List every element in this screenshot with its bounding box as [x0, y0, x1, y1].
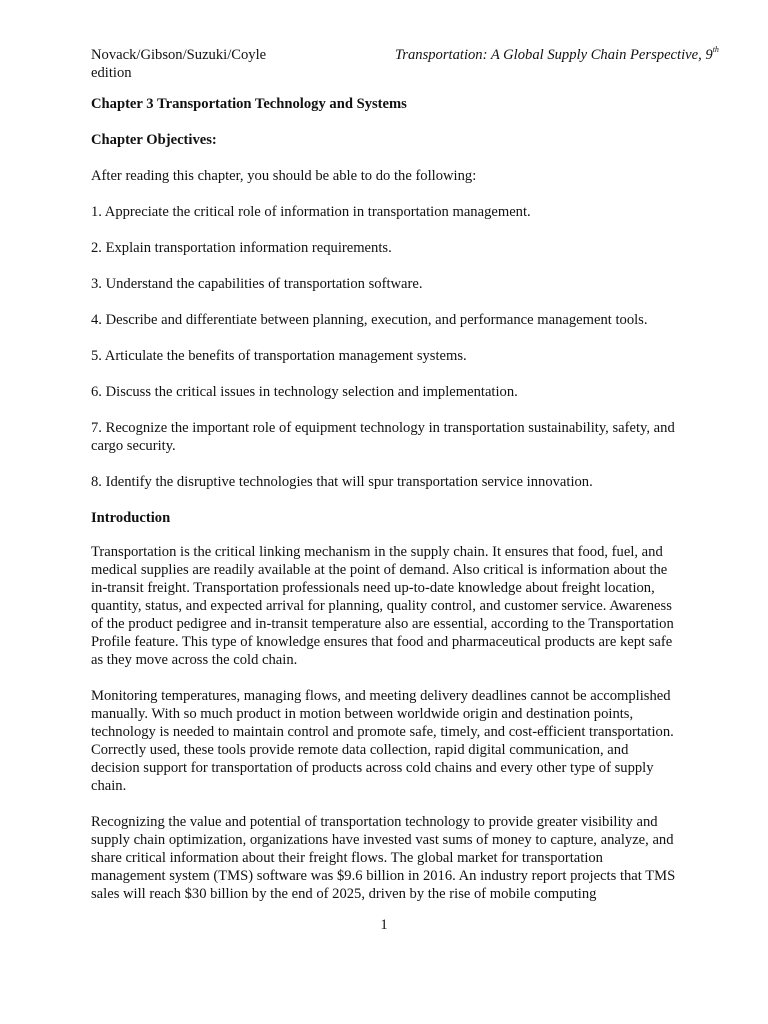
- header-authors: Novack/Gibson/Suzuki/Coyle: [91, 47, 267, 63]
- chapter-title: Chapter 3 Transportation Technology and Systems: [91, 96, 407, 112]
- body-paragraph: Transportation is the critical linking mechanism in the supply chain. It ensures that food, fuel, and medical supplies are readily available at the point of demand. Also critical is information about the in-transit freight. Transportation professionals need up-to-date knowledge about freight location, quantity, status, and expected arrival for planning, quality control, and customer service. Awareness of the product pedigree and in-transit temperature also are essential, according to the Transportation Profile feature. This type of knowledge ensures that food and pharmaceutical products are kept safe as they move across the cold chain.: [91, 544, 674, 668]
- body-paragraph: Monitoring temperatures, managing flows, and meeting delivery deadlines cannot be accomplished manually. With so much product in motion between worldwide origin and destination points, technology is needed to maintain control and promote safe, timely, and cost-efficient transportation. Correctly used, these tools provide remote data collection, rapid digital communication, and decision support for transportation of products across cold chains and every other type of supply chain.: [91, 688, 674, 794]
- header-authors-cont: edition: [91, 65, 132, 81]
- running-header-authors: [91, 46, 291, 82]
- objectives-intro: After reading this chapter, you should be able to do the following:: [91, 168, 477, 184]
- objective-item: 2. Explain transportation information requirements.: [91, 240, 392, 256]
- introduction-heading: Introduction: [91, 510, 171, 526]
- objective-item: 3. Understand the capabilities of transportation software.: [91, 276, 423, 292]
- objective-item: 5. Articulate the benefits of transportation management systems.: [91, 348, 467, 364]
- objectives-heading: Chapter Objectives:: [91, 132, 217, 148]
- objective-item: 1. Appreciate the critical role of information in transportation management.: [91, 204, 531, 220]
- objective-item: 8. Identify the disruptive technologies that will spur transportation service innovation.: [91, 474, 593, 490]
- header-book-title: Transportation: A Global Supply Chain Perspective, 9: [395, 47, 713, 63]
- objective-item: 4. Describe and differentiate between planning, execution, and performance management tools.: [91, 312, 648, 328]
- running-header-book-title: [395, 46, 719, 64]
- objective-item: 6. Discuss the critical issues in technology selection and implementation.: [91, 384, 518, 400]
- page-content: [91, 95, 679, 921]
- objective-item: 7. Recognize the important role of equipment technology in transportation sustainability, safety, and cargo security.: [91, 420, 675, 454]
- objectives-list: [91, 203, 679, 491]
- header-edition-sup: th: [712, 45, 719, 55]
- page-number: 1: [380, 917, 388, 933]
- body-paragraph: Recognizing the value and potential of transportation technology to provide greater visibility and supply chain optimization, organizations have invested vast sums of money to capture, analyze, and share critical information about their freight flows. The global market for transportation management system (TMS) software was $9.6 billion in 2016. An industry report projects that TMS sales will reach $30 billion by the end of 2025, driven by the rise of mobile computing: [91, 814, 676, 902]
